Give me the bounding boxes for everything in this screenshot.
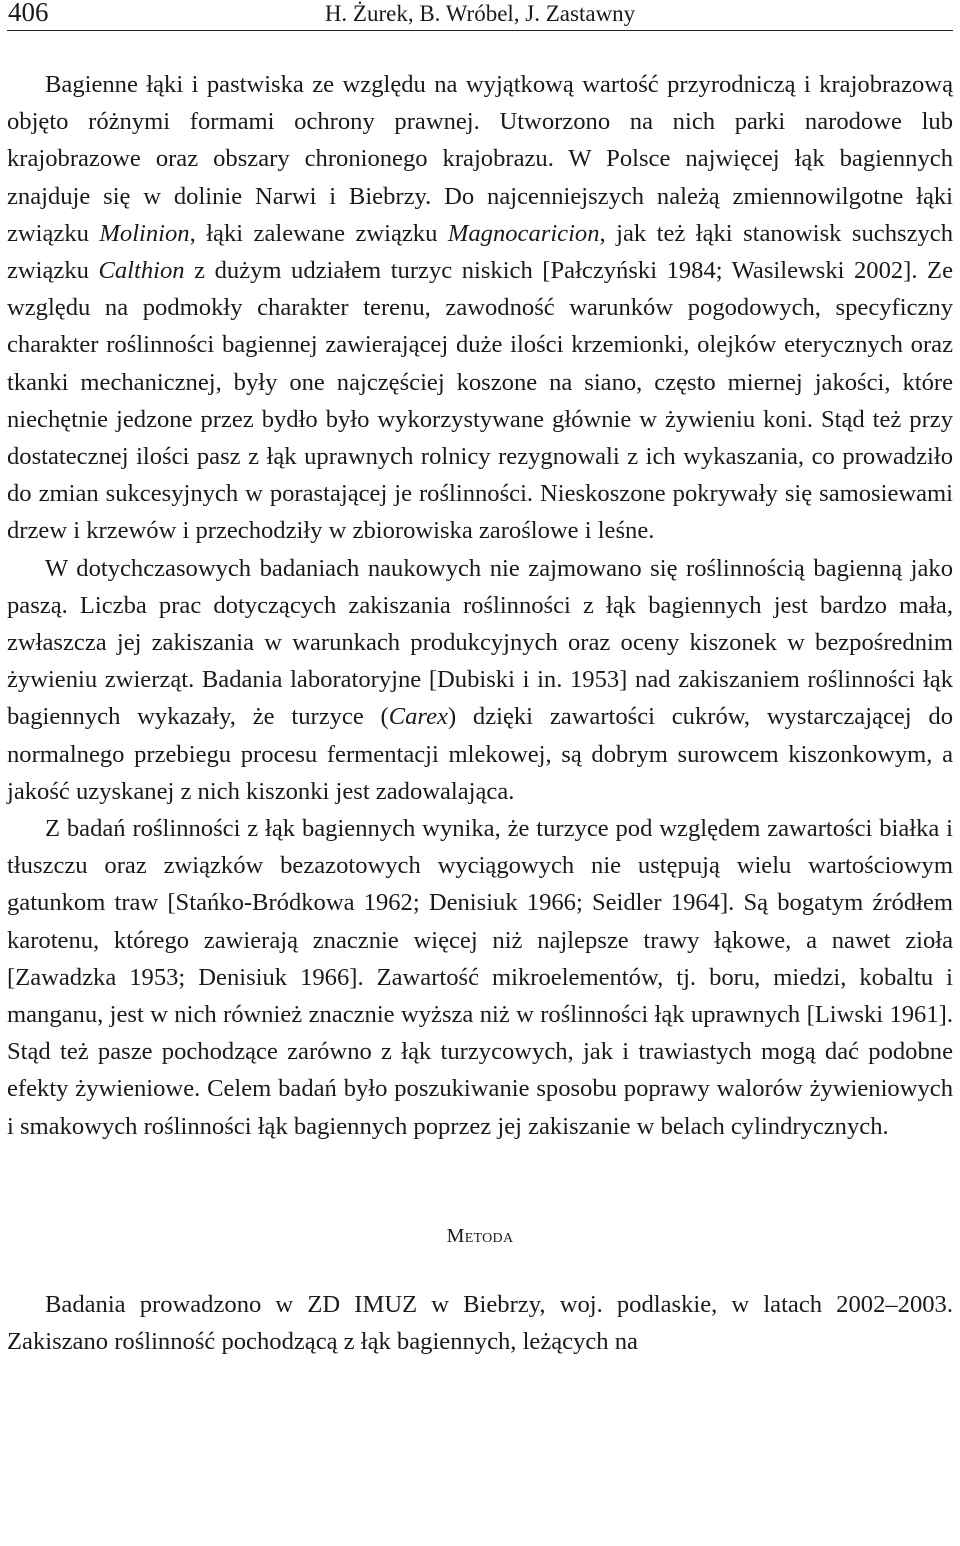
paragraph — [7, 1286, 953, 1360]
body-text — [7, 66, 953, 1360]
italic-term: Molinion — [99, 219, 190, 247]
running-head-authors: H. Żurek, B. Wróbel, J. Zastawny — [324, 1, 636, 26]
text-run: , łąki zalewane związku — [189, 219, 448, 247]
italic-term: Carex — [388, 703, 448, 731]
page-header — [7, 0, 953, 31]
text-run: W dotychczasowych badaniach naukowych nie zajmowano się roślinnością bagienną jako paszą. Liczba prac dotyczących zakiszania roślinności z łąk bagiennych jest bardzo mała, zwłaszcza jej zakiszania w warunkach produkcyjnych oraz oceny kiszonek w bezpośrednim żywieniu zwierząt. Badania laboratoryjne [Dubiski i in. 1953] nad zakiszaniem roślinności łąk bagiennych wykazały, że turzyce ( — [7, 554, 953, 731]
text-run: , jak też łąki stanowisk suchszych związku — [7, 219, 954, 285]
italic-term: Magnocaricion — [447, 219, 600, 247]
paragraph — [7, 550, 953, 810]
page-number: 406 — [8, 0, 49, 27]
section-heading-method: Metoda — [446, 1224, 514, 1247]
text-run: ) dzięki zawartości cukrów, wystarczającej do normalnego przebiegu procesu fermentacji mlekowej, są dobrym surowcem kiszonkowym, a jakość uzyskanej z nich kiszonki jest zadowalająca. — [7, 703, 953, 805]
paragraph — [7, 810, 953, 1145]
method-section — [7, 1286, 953, 1360]
text-run: Z badań roślinności z łąk bagiennych wynika, że turzyce pod względem zawartości białka i tłuszczu oraz związków bezazotowych wyciągowych nie ustępują wielu wartościowym gatunkom traw [Stańko-Bródkowa 1962; Denisiuk 1966; Seidler 1964]. Są bogatym źródłem karotenu, którego zawierają znacznie więcej niż najlepsze trawy łąkowe, a nawet zioła [Zawadzka 1953; Denisiuk 1966]. Zawartość mikroelementów, tj. boru, miedzi, kobaltu i manganu, jest w nich również znacznie wyższa niż w roślinności łąk uprawnych [Liwski 1961]. Stąd też pasze pochodzące zarówno z łąk turzycowych, jak i trawiastych mogą dać podobne efekty żywieniowe. Celem badań było poszukiwanie sposobu poprawy walorów żywieniowych i smakowych roślinności łąk bagiennych poprzez jej zakiszanie w belach cylindrycznych. — [7, 815, 953, 1140]
text-run: Badania prowadzono w ZD IMUZ w Biebrzy, woj. podlaskie, w latach 2002–2003. Zakiszano roślinność pochodzącą z łąk bagiennych, leżących na — [7, 1290, 953, 1356]
text-run: Bagienne łąki i pastwiska ze względu na wyjątkową wartość przyrodniczą i krajobrazową objęto różnymi formami ochrony prawnej. Utworzono na nich parki narodowe lub krajobrazowe oraz obszary chronionego krajobrazu. W Polsce najwięcej łąk bagiennych znajduje się w dolinie Narwi i Biebrzy. Do najcenniejszych należą zmiennowilgotne łąki związku — [7, 71, 953, 247]
paragraph — [7, 66, 953, 550]
italic-term: Calthion — [98, 257, 185, 285]
text-run: z dużym udziałem turzyc niskich [Pałczyński 1984; Wasilewski 2002]. Ze względu na podmokły charakter terenu, zawodność warunków pogodowych, specyficzny charakter roślinności bagiennej zawierającej duże ilości krzemionki, olejków eterycznych oraz tkanki mechanicznej, były one najczęściej koszone na siano, często miernej jakości, które niechętnie jedzone przez bydło było wykorzystywane głównie w żywieniu koni. Stąd też przy dostatecznej ilości pasz z łąk uprawnych rolnicy rezygnowali z ich wykaszania, co prowadziło do zmian sukcesyjnych w porastającej je roślinności. Nieskoszone pokrywały się samosiewami drzew i krzewów i przechodziły w zbiorowiska zaroślowe i leśne. — [7, 257, 953, 545]
introduction-section — [7, 66, 953, 1145]
